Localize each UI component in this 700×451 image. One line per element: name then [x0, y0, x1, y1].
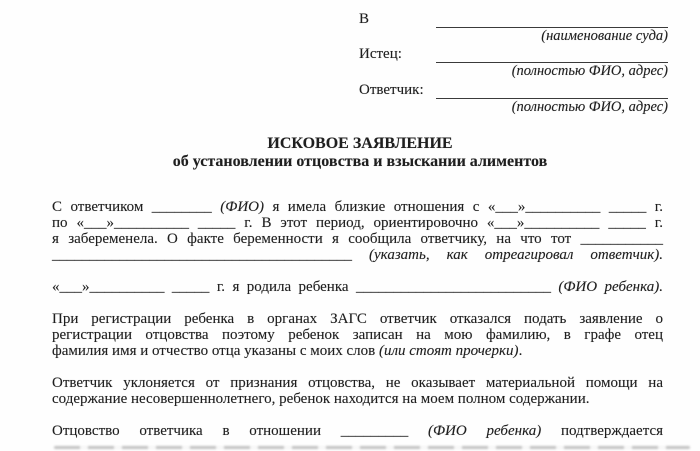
p4-line2: содержание несовершеннолетнего, ребенок находится на моем полном содержании.: [52, 391, 590, 407]
scan-cutoff-artifact: [54, 446, 690, 449]
p4-line1: Ответчик уклоняется от признания отцовства, не оказывает материальной помощи на: [52, 375, 663, 391]
paragraph-zags-registration: [52, 311, 663, 359]
fio-placeholder-note: (ФИО): [220, 199, 264, 215]
p1-line1: [52, 199, 663, 215]
p3-line3-period: .: [518, 343, 523, 359]
claim-title: ИСКОВОЕ ЗАЯВЛЕНИЕ: [267, 135, 453, 152]
p5-line1: [52, 423, 663, 439]
reaction-note: (указать, как отреагировал ответчик).: [369, 247, 663, 263]
plaintiff-row: [359, 48, 668, 79]
p1-line1-text2: я имела близкие отношения с «___»__________ _____ г.: [263, 199, 663, 215]
defendant-name-blank: [436, 83, 668, 99]
defendant-row: [359, 84, 668, 115]
p1-line1-text: С ответчиком ________: [52, 199, 221, 215]
paragraph-paternity-confirmation: [52, 423, 663, 439]
p5-line1-text: Отцовство ответчика в отношении _________: [52, 423, 428, 439]
p2-line1: [52, 279, 663, 295]
paragraph-child-birth: [52, 279, 663, 295]
claim-title-block: [52, 135, 668, 171]
court-name-caption: (наименование суда): [541, 28, 668, 44]
child-fio-note-2: (ФИО ребенка): [427, 423, 542, 439]
court-row: [359, 7, 668, 44]
p3-line3-text: фамилия имя и отчество отца указаны с моих слов: [52, 343, 379, 359]
court-header: [359, 7, 668, 115]
court-label: В: [359, 11, 370, 27]
dash-note: (или стоят прочерки): [378, 343, 519, 359]
paragraph-defendant-evasion: [52, 375, 663, 407]
p5-line1-text2: подтверждается: [541, 423, 663, 439]
p1-line3: я забеременела. О факте беременности я сообщила ответчику, на что тот ___________: [52, 231, 663, 247]
plaintiff-caption: (полностью ФИО, адрес): [511, 63, 668, 79]
plaintiff-label: Истец:: [359, 46, 402, 62]
p1-line2: по «___»__________ _____ г. В этот период, ориентировочно «___»__________ _____ г.: [52, 215, 663, 231]
reaction-blank-field: ________________________________________: [52, 247, 370, 263]
p3-line3: [52, 343, 663, 359]
paragraph-relationship: [52, 199, 663, 263]
court-name-blank: [436, 6, 668, 28]
defendant-caption: (полностью ФИО, адрес): [511, 99, 668, 115]
p3-line2: регистрации отцовства поэтому ребенок записан на мою фамилию, в графе отец: [52, 327, 663, 343]
defendant-label: Ответчик:: [359, 82, 424, 98]
child-fio-note: (ФИО ребенка).: [558, 279, 664, 295]
claim-subtitle: об установлении отцовства и взыскании алиментов: [172, 153, 548, 170]
p2-line1-text: «___»__________ _____ г. я родила ребенка __________________________: [52, 279, 559, 295]
p3-line1: При регистрации ребенка в органах ЗАГС ответчик отказался подать заявление о: [52, 311, 663, 327]
p1-line4: [52, 247, 663, 263]
document-body: [52, 199, 663, 439]
plaintiff-name-blank: [436, 47, 668, 63]
